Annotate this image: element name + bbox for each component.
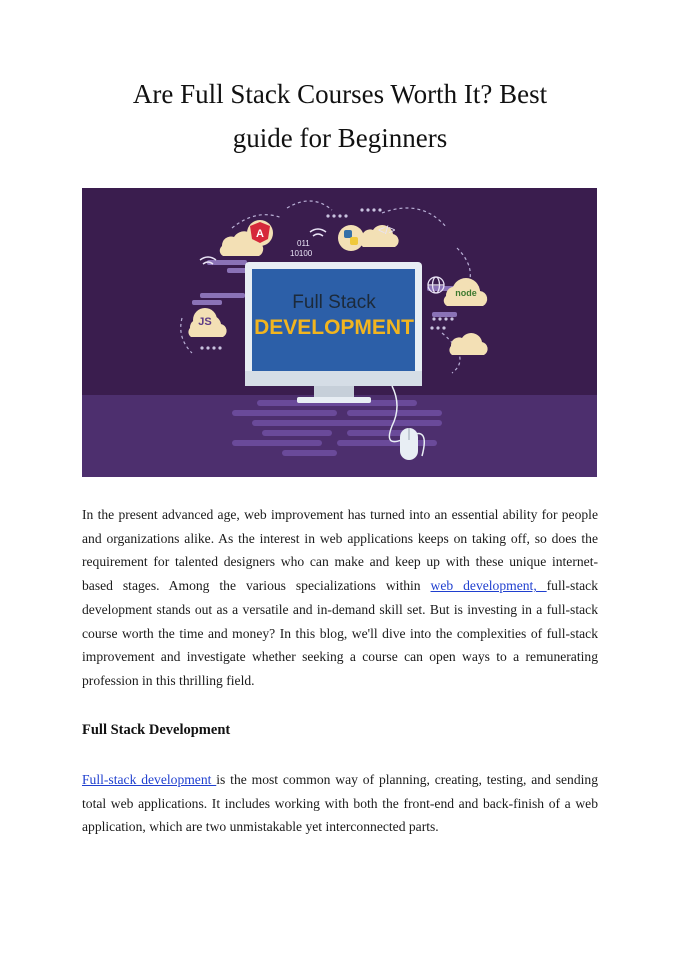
- svg-text:DEVELOPMENT: DEVELOPMENT: [254, 316, 414, 339]
- hero-image: [82, 188, 597, 477]
- node-icon: [452, 278, 480, 306]
- svg-text:10100: 10100: [290, 249, 313, 258]
- svg-text:Full Stack: Full Stack: [292, 292, 376, 313]
- full-stack-development-link[interactable]: Full-stack development: [82, 772, 217, 787]
- article-title: [60, 72, 620, 160]
- python-icon: [338, 225, 364, 251]
- svg-text:011: 011: [297, 239, 310, 248]
- web-development-link[interactable]: web development,: [430, 578, 547, 594]
- intro-paragraph: In the present advanced age, web improvement has turned into an essential ability for people and organizations alike. As the interest in web applications keeps on taking off, so does the requirement for talented designers who can make and keep up with these unique internet-based stages. Among the various specializations within web development, full-stack development stands out as a versatile and in-demand skill set. But is investing in a full-stack course worth the time and money? In this blog, we'll dive into the complexities of full-stack improvement and investigate whether seeking a course can open ways to a remunerating profession in this thrilling field.: [82, 507, 598, 688]
- code-icon: </>: [378, 223, 396, 237]
- monitor-icon: [245, 262, 422, 403]
- svg-text:JS: JS: [198, 316, 212, 328]
- title-line-1: Are Full Stack Courses Worth It? Best: [132, 79, 548, 109]
- angular-icon: [247, 220, 273, 246]
- mouse-icon: [400, 428, 418, 460]
- section-heading: Full Stack Development: [82, 722, 231, 738]
- svg-text:A: A: [256, 228, 264, 240]
- section-paragraph: Full-stack development is the most common way of planning, creating, testing, and sending total web applications. It includes working with both the front-end and back-finish of a web application, which are two unmistakable yet interconnected parts.: [82, 772, 598, 835]
- js-icon: [193, 308, 217, 332]
- svg-text:node: node: [455, 288, 477, 298]
- title-line-2: guide for Beginners: [232, 123, 448, 153]
